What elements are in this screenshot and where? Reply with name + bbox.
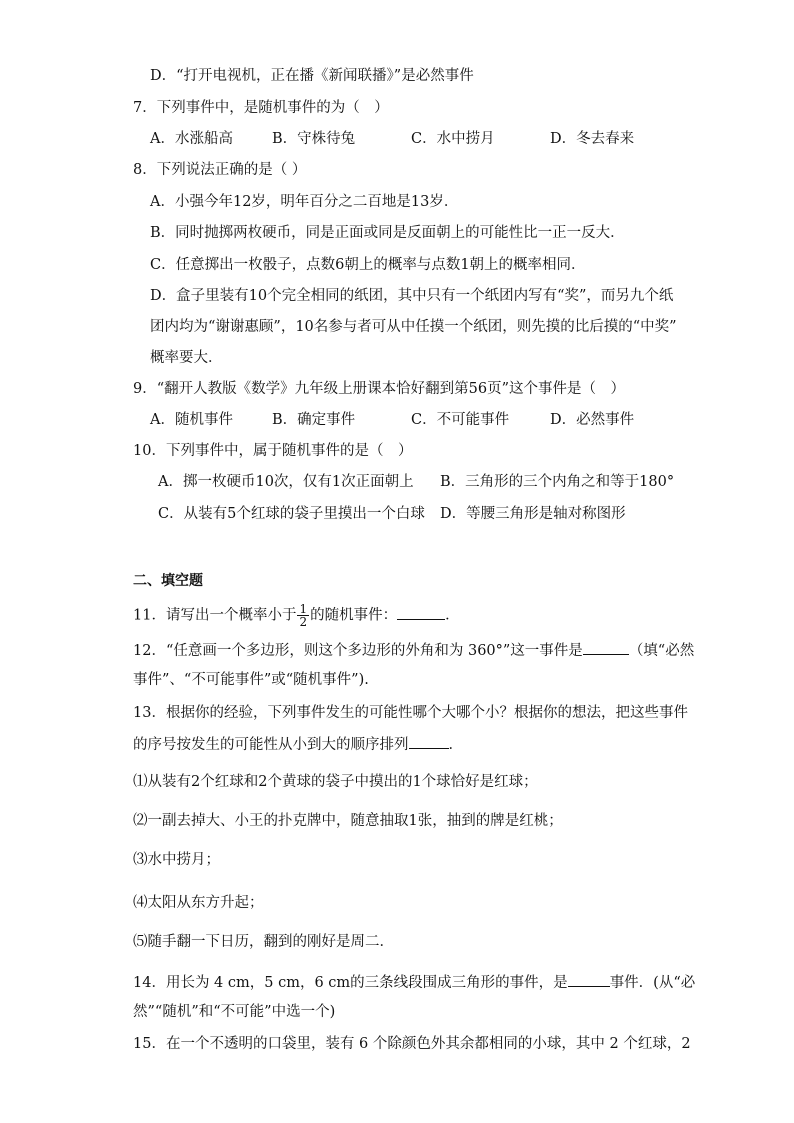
q11-numerator: 1	[299, 602, 308, 616]
q9-option-b: B．确定事件	[272, 412, 356, 428]
q7-option-a: A．水涨船高	[150, 131, 233, 147]
q12-line2: 事件”、“不可能事件”或“随机事件”).	[133, 672, 369, 688]
q10-option-d: D．等腰三角形是轴对称图形	[440, 506, 626, 522]
section-fill-in-title: 二、填空题	[133, 573, 203, 589]
q14-answer-blank[interactable]	[568, 972, 610, 987]
q14-text-pre: 14．用长为 4 cm，5 cm，6 cm的三条线段围成三角形的事件，是	[133, 975, 568, 991]
q13-text-pre: 的序号按发生的可能性从小到大的顺序排列	[133, 737, 409, 753]
q9-option-a: A．随机事件	[150, 412, 233, 428]
q8-stem: 8．下列说法正确的是（ ）	[133, 162, 307, 178]
q13-text-post: ．	[448, 737, 463, 753]
q12-answer-blank[interactable]	[583, 640, 629, 655]
q9-stem: 9．“翻开人教版《数学》九年级上册课本恰好翻到第56页”这个事件是（ ）	[133, 381, 625, 397]
q8-option-c: C．任意掷出一枚骰子，点数6朝上的概率与点数1朝上的概率相同．	[150, 257, 586, 273]
q13-answer-blank[interactable]	[409, 734, 449, 749]
q13-item-5: ⑸随手翻一下日历，翻到的刚好是周二．	[133, 934, 394, 950]
q8-option-d-line2: 团内均为“谢谢惠顾”，10名参与者可从中任摸一个纸团，则先摸的比后摸的“中奖”	[150, 319, 677, 335]
q12-text-pre: 12．“任意画一个多边形，则这个多边形的外角和为 360°”这一事件是	[133, 643, 583, 659]
q11-answer-blank[interactable]	[397, 605, 445, 620]
q10-option-a: A．掷一枚硬币10次，仅有1次正面朝上	[158, 474, 414, 490]
q7-stem: 7．下列事件中，是随机事件的为（ ）	[133, 100, 389, 116]
q13-item-1: ⑴从装有2个红球和2个黄球的袋子中摸出的1个球恰好是红球；	[133, 774, 538, 790]
q11-text-post: 的随机事件：	[310, 607, 398, 624]
q8-option-b: B．同时抛掷两枚硬币，同是正面或同是反面朝上的可能性比一正一反大．	[150, 225, 625, 241]
q12-line1	[133, 640, 694, 661]
q13-item-4: ⑷太阳从东方升起；	[133, 895, 264, 911]
q14-text-post: 事件．(从“必	[609, 975, 696, 991]
q10-stem: 10．下列事件中，属于随机事件的是（ ）	[133, 443, 413, 459]
q11-text-pre: 11．请写出一个概率小于	[133, 607, 297, 624]
q11-text-end: ．	[445, 607, 460, 624]
q9-option-d: D．必然事件	[550, 412, 635, 428]
q7-option-d: D．冬去春来	[550, 131, 635, 147]
q13-line1: 13．根据你的经验，下列事件发生的可能性哪个大哪个小？根据你的想法，把这些事件	[133, 705, 688, 721]
q14-line2: 然”“随机”和“不可能”中选一个)	[133, 1004, 336, 1020]
q6-option-d: D．“打开电视机，正在播《新闻联播》”是必然事件	[150, 68, 474, 84]
q11-denominator: 2	[299, 615, 308, 629]
q15-line1: 15．在一个不透明的口袋里，装有 6 个除颜色外其余都相同的小球，其中 2 个红球，2	[133, 1036, 691, 1052]
q10-option-b: B．三角形的三个内角之和等于180°	[440, 474, 675, 490]
q11-fraction	[297, 603, 309, 628]
q8-option-d-line3: 概率要大．	[150, 350, 223, 366]
q8-option-d-line1: D．盒子里装有10个完全相同的纸团，其中只有一个纸团内写有“奖”，而另九个纸	[150, 288, 674, 304]
q13-item-3: ⑶水中捞月；	[133, 852, 220, 868]
q14-line1	[133, 972, 695, 993]
q13-line2	[133, 734, 463, 755]
q8-option-a: A．小强今年12岁，明年百分之二百地是13岁．	[150, 194, 459, 210]
q9-option-c: C．不可能事件	[411, 412, 510, 428]
q12-text-post: （填“必然	[628, 643, 695, 659]
q7-option-b: B．守株待兔	[272, 131, 356, 147]
q7-option-c: C．水中捞月	[411, 131, 495, 147]
q11	[133, 603, 460, 628]
q13-item-2: ⑵一副去掉大、小王的扑克牌中，随意抽取1张，抽到的牌是红桃；	[133, 813, 563, 829]
q10-option-c: C．从装有5个红球的袋子里摸出一个白球	[158, 506, 425, 522]
